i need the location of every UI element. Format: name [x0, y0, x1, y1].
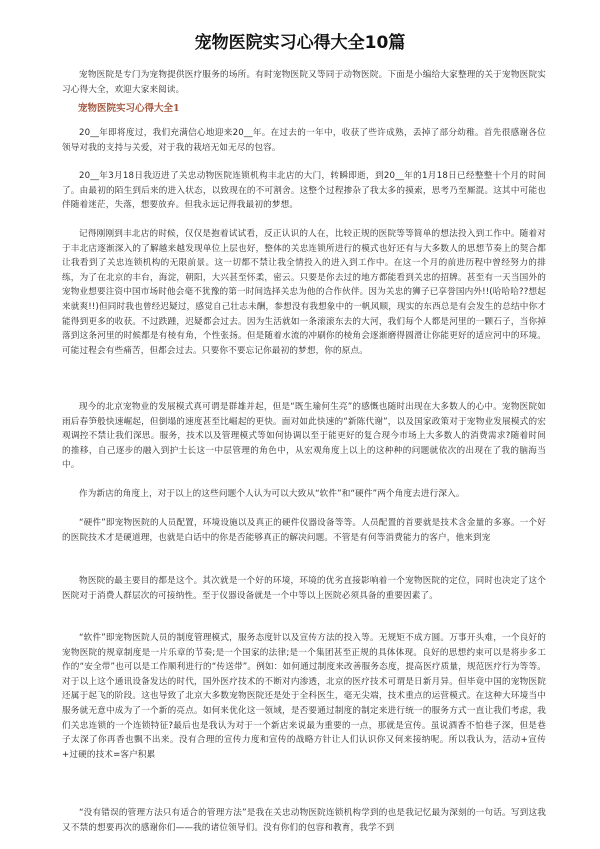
body-paragraph-6: “硬件”即宠物医院的人员配置，环境设施以及真正的硬件仪器设备等等。人员配置的首要就是技术含金量的多寡。一个好的医院技术才是硬道理，也就是白话中的你是否能够真正的解决问题。不管是有何等消费能力的客户，他来到宠 — [62, 518, 546, 543]
body-paragraph-5: 作为新店的角度上，对于以上的这些问题个人认为可以大致从“软件”和“硬件”两个角度去进行深入。 — [79, 489, 465, 499]
body-paragraph-7: 物医院的最主要目的都是这个。其次就是一个好的环境，环境的优劣直接影响着一个宠物医院的定位，同时也决定了这个医院对于消费人群层次的可接纳性。至于仪器设备就是一个中等以上医院必须具备的重要因素了。 — [62, 576, 546, 601]
body-paragraph-3: 记得刚刚到丰北店的时候，仅仅是抱着试试看，反正认识的人在，比较正规的医院等等简单的想法投入到工作中。随着对于丰北店逐渐深入的了解越来越发现单位上层也好，整体的关忠连锁所进行的模式也好还有与大多数人的思想节奏上的契合都让我看到了关忠连锁机构的无限前景。这一切都不禁让我全情投入的进入到工作中。在这一个月的前进历程中曾经努力的排练，为了在北京的丰台，海淀，朝阳，大兴甚至怀柔，密云。只要是你去过的地方都能看到关忠的招牌。甚至有一天当国外的宠物业想要注资中国市场时他会毫不犹豫的第一时间选择关忠为他的合作伙伴。因为关忠的狮子已享誉国内外!!(哈哈哈??想起来就爽!!)但同时我也曾经迟疑过，感觉自己壮志未酬，参想没有我想象中的一帆风顺，现实的东西总是有会发生的总结中你才能得到更多的收获。不过跌踵，迟疑都会过去。因为生活就如一条滚滚东去的大河，我们每个人都是河里的一颗石子，当你掉落到这条河里的时候都是有棱有角，个性张扬。但是随着水流的冲刷你的棱角会逐渐磨得圆滑让你能更好的适应河中的环境。可能过程会有些痛苦，但都会过去。只要你不要忘记你最初的梦想，你的原点。 — [62, 229, 546, 356]
body-paragraph-2: 20__年3月18日我迈进了关忠动物医院连锁机构丰北店的大门，转瞬即逝，到20__年的1月18日已经整整十个月的时间了。由最初的陌生到后来的进入状态，以致现在的不可割舍。这整个过程掺杂了我太多的摸索，思考乃至厮混。这其中可能也伴随着迷茫，失落，想要放弃。但我永远记得我最初的梦想。 — [62, 171, 546, 211]
page-title: 宠物医院实习心得大全10篇 — [194, 33, 406, 53]
body-paragraph-4: 现今的北京宠物业的发展模式真可谓是群雄并起，但是“既生瑜何生亮”的感慨也随时出现在大多数人的心中。宠物医院如雨后春笋般快速崛起，但倒塌的速度甚至比崛起的更快。面对如此快速的“新陈代谢”，以及国家政策对于宠物业发展模式的宏观调控不禁让我们深思。服务，技术以及管理模式等如何协调以至于能更好的复合现今市场上大多数人的消费需求?随着时间的推移，自己逐步的融入到护士长这一中层管理的角色中，从宏观角度上以上的这种种的问题就依次的出现在了我的脑海当中。 — [62, 402, 546, 471]
body-paragraph-1: 20__年即将度过，我们充满信心地迎来20__年。在过去的一年中，收获了些许成熟，丢掉了部分幼稚。首先很感谢各位领导对我的支持与关爱，对于我的栽培无如无尽的包容。 — [62, 128, 546, 153]
intro-paragraph: 宠物医院是专门为宠物提供医疗服务的场所。有时宠物医院又等同于动物医院。下面是小编给大家整理的关于宠物医院实习心得大全，欢迎大家来阅读。 — [62, 70, 546, 95]
body-paragraph-8: “软件”即宠物医院人员的制度管理模式，服务态度针以及宣传方法的投入等。无规矩不成方圆。万事开头难，一个良好的宠物医院的规章制度是一片乐章的节奏;是一个国家的法律;是一个集团甚至正规的具体体现。良好的思想约束可以是将步多工作的“安全带”也可以是工作顺利进行的“传送带”。例如：如何通过制度来改善服务态度，提高医疗质量，规范医疗行为等等。对于以上这个通讯设备发达的时代，国外医疗技术的不断对内渗透，北京的医疗技术可谓是日新月异。但毕竟中国的宠物医院还属于起飞的阶段。这也导致了北京大多数宠物医院还是处于全科医生，毫无尖端，技术重点的运营模式。在这种大环境当中服务就无意中成为了一个新的亮点。如何来优化这一领域，是否要通过制度的制定来进行统一的服务方式一直让我们考虑，我们关忠连锁的一个连锁特征?最后也是我认为对于一个新店来说最为重要的一点，那就是宣传。虽说酒香不怕巷子深，但是巷子太深了你再香也飘不出来。没有合理的宣传力度和宣传的战略方针让人们认识你又何来接纳呢。所以我认为，活动+宣传+过硬的技术=客户积累 — [62, 633, 546, 760]
body-paragraph-9: “没有错误的管理方法只有适合的管理方法”是我在关忠动物医院连锁机构学到的也是我记忆最为深刻的一句话。写到这我又不禁的想要再次的感谢你们——我的诸位领导们。没有你们的包容和教育，我学不到 — [62, 808, 546, 833]
section-heading: 宠物医院实习心得大全1 — [78, 103, 180, 114]
